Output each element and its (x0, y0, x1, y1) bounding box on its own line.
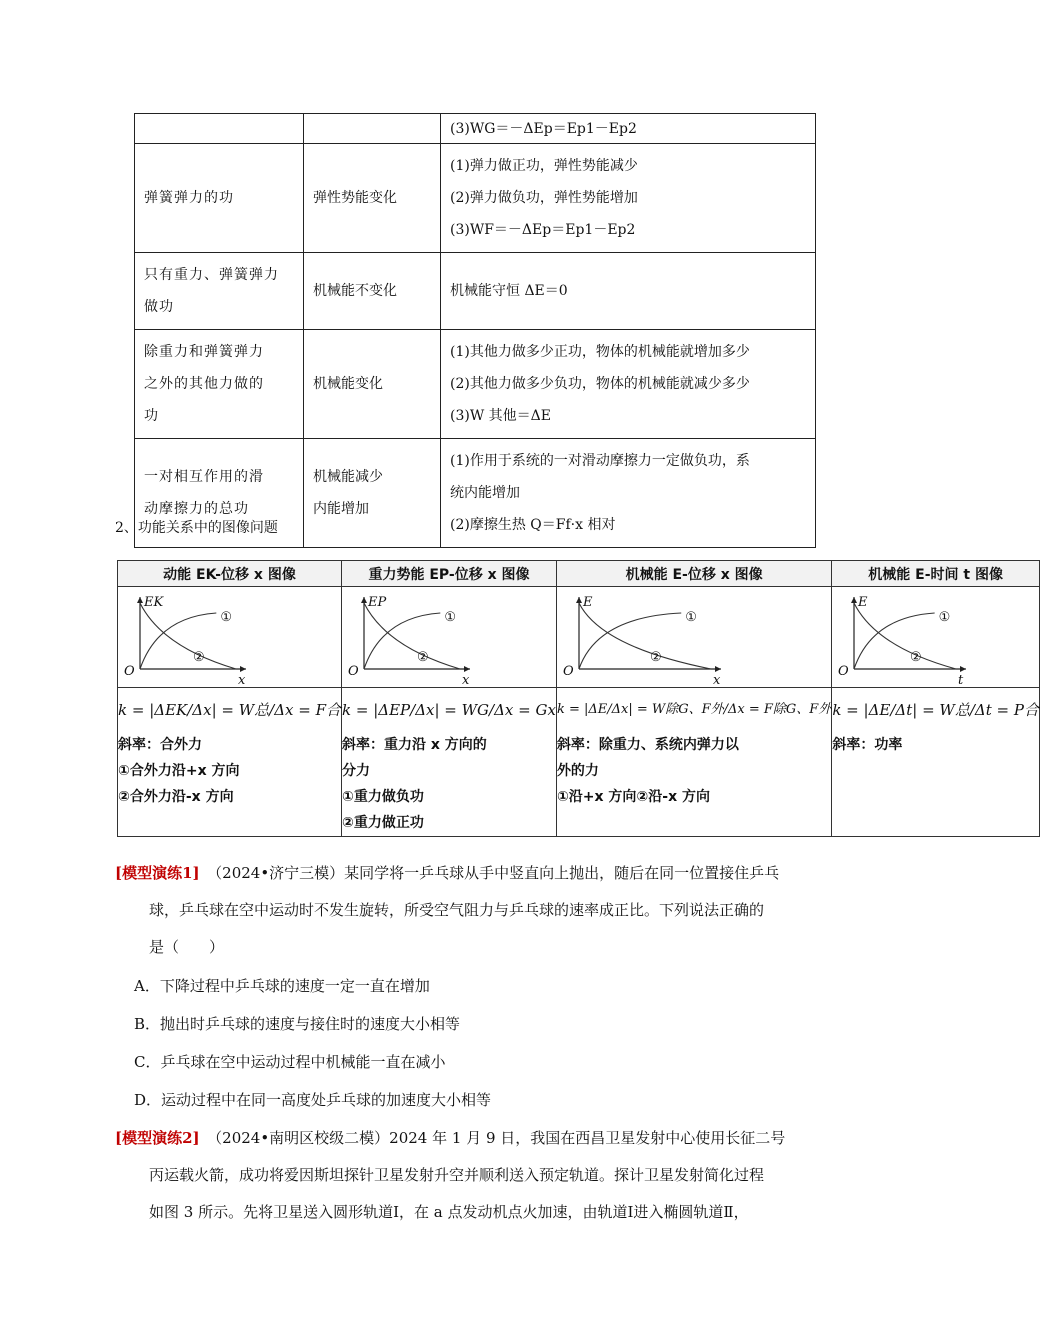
curve-2-label: ② (910, 650, 922, 665)
question-line: 如图 3 所示。先将卫星送入圆形轨道Ⅰ，在 a 点发动机点火加速，由轨道Ⅰ进入椭圆轨道Ⅱ， (149, 1203, 749, 1221)
desc-line: ①沿+x 方向②沿-x 方向 (556, 789, 710, 805)
figure-header: 机械能 E-位移 x 图像 (556, 561, 831, 587)
table-row (135, 144, 816, 253)
y-axis-arrow (851, 597, 857, 603)
question-line: 丙运载火箭，成功将爱因斯坦探针卫星发射升空并顺利送入预定轨道。探计卫星发射简化过程 (149, 1166, 765, 1184)
table-cell (135, 144, 304, 253)
question-line: 是（ ） (149, 938, 225, 956)
table-cell (135, 253, 304, 330)
y-axis-arrow (576, 597, 582, 603)
table-cell (304, 114, 441, 144)
cell-line: 一对相互作用的滑 (144, 469, 264, 485)
y-axis-label: EP (368, 595, 387, 610)
y-axis-arrow (137, 597, 143, 603)
cell-line: 统内能增加 (450, 485, 520, 501)
plot-cell (342, 587, 557, 688)
table-cell (441, 253, 816, 330)
table-row (135, 330, 816, 439)
graph-e-x (557, 587, 761, 687)
table-cell (441, 144, 816, 253)
cell-line: 动摩擦力的总功 (144, 501, 249, 517)
x-axis-arrow (240, 666, 246, 672)
option-d[interactable]: D．运动过程中在同一高度处乒乓球的加速度大小相等 (134, 1091, 492, 1109)
table-cell (304, 144, 441, 253)
slope-formula: k = |ΔE/Δx| = W除G、F外/Δx = F除G、F外 (556, 702, 832, 717)
cell-line: (3)WF＝－ΔEp＝Ep1－Ep2 (450, 222, 636, 238)
y-axis-label: E (582, 595, 593, 610)
origin-label: O (124, 664, 135, 679)
cell-line: (1)弹力做正功，弹性势能减少 (450, 158, 638, 174)
question-line: （2024•南明区校级二模）2024 年 1 月 9 日，我国在西昌卫星发射中心使用长征二号 (214, 1129, 786, 1147)
table-cell (304, 253, 441, 330)
x-axis-label: x (462, 673, 470, 688)
question-line: （2024•济宁三模）某同学将一乒乓球从手中竖直向上抛出，随后在同一位置接住乒乓 (214, 864, 780, 882)
curve-1 (140, 613, 216, 669)
desc-line: ②重力做正功 (342, 815, 424, 831)
table-cell (304, 330, 441, 439)
graph-e-t (832, 587, 1006, 687)
question-tag: [模型演练2] (115, 1129, 200, 1147)
curve-2-label: ② (649, 650, 662, 665)
cell-line: 机械能减少 (313, 469, 383, 485)
desc-line: ①合外力沿+x 方向 (118, 763, 240, 779)
curve-2-label: ② (193, 650, 205, 665)
origin-label: O (348, 664, 359, 679)
y-axis-label: EK (144, 595, 164, 610)
cell-line: (2)其他力做多少负功，物体的机械能就减少多少 (450, 376, 750, 392)
cell-line: 功 (144, 408, 159, 424)
cell-line: 除重力和弹簧弹力 (144, 344, 264, 360)
cell-line: 内能增加 (313, 501, 369, 517)
cell-line: 机械能变化 (313, 376, 383, 392)
curve-2-label: ② (417, 650, 429, 665)
table-cell (441, 330, 816, 439)
desc-line: 斜率：重力沿 x 方向的 (342, 737, 487, 753)
cell-line: 机械能守恒 ΔE＝0 (450, 283, 568, 299)
graph-ep-x (342, 587, 510, 687)
question-2 (115, 1120, 845, 1231)
question-line: 球，乒乓球在空中运动时不发生旋转，所受空气阻力与乒乓球的速率成正比。下列说法正确的 (149, 901, 765, 919)
desc-line: 斜率：功率 (832, 737, 903, 753)
cell-line: (1)其他力做多少正功，物体的机械能就增加多少 (450, 344, 750, 360)
origin-label: O (562, 664, 574, 679)
curve-1-label: ① (444, 610, 456, 625)
origin-label: O (838, 664, 849, 679)
cell-line: 机械能不变化 (313, 283, 397, 299)
plot-cell (556, 587, 831, 688)
x-axis-arrow (464, 666, 470, 672)
cell-line: 做功 (144, 299, 174, 315)
slope-formula: k = |ΔEK/Δx| = W总/Δx = F合 (118, 701, 342, 719)
plot-cell (118, 587, 342, 688)
table-cell (441, 114, 816, 144)
desc-cell (118, 688, 342, 837)
figure-header: 动能 EK-位移 x 图像 (118, 561, 342, 587)
slope-formula: k = |ΔE/Δt| = W总/Δt = P合 (832, 701, 1039, 719)
table-cell (135, 114, 304, 144)
desc-line: 斜率：除重力、系统内弹力以 (556, 737, 739, 753)
desc-cell (342, 688, 557, 837)
desc-line: ①重力做负功 (342, 789, 424, 805)
curve-1-label: ① (938, 610, 951, 625)
cell-line: 弹簧弹力的功 (144, 190, 234, 206)
figure-header: 机械能 E-时间 t 图像 (832, 561, 1040, 587)
cell-line: (3)WG＝－ΔEp＝Ep1－Ep2 (450, 120, 637, 137)
option-a[interactable]: A．下降过程中乒乓球的速度一定一直在增加 (134, 977, 430, 995)
curve-1-label: ① (220, 610, 232, 625)
cell-line: (2)摩擦生热 Q＝Ff·x 相对 (450, 517, 616, 533)
slope-formula: k = |ΔEP/Δx| = WG/Δx = Gx (342, 701, 556, 719)
work-energy-table (134, 113, 816, 548)
question-1 (115, 855, 845, 966)
desc-line: 分力 (342, 763, 371, 779)
y-axis-label: E (858, 595, 868, 610)
graph-ek-x (118, 587, 286, 687)
figure-header: 重力势能 EP-位移 x 图像 (342, 561, 557, 587)
question-tag: [模型演练1] (115, 864, 200, 882)
cell-line: 只有重力、弹簧弹力 (144, 267, 279, 283)
y-axis-arrow (361, 597, 367, 603)
cell-line: (3)W 其他＝ΔE (450, 408, 552, 424)
table-cell (304, 439, 441, 548)
section-title: 2、功能关系中的图像问题 (115, 520, 278, 536)
cell-line: (2)弹力做负功，弹性势能增加 (450, 190, 638, 206)
curve-1-label: ① (685, 610, 697, 625)
x-axis-label: x (712, 673, 721, 688)
desc-cell (556, 688, 831, 837)
curve-1 (579, 613, 681, 669)
desc-cell (832, 688, 1040, 837)
x-axis-arrow (715, 666, 721, 672)
desc-line: ②合外力沿-x 方向 (118, 789, 234, 805)
x-axis-arrow (960, 666, 966, 672)
desc-line: 外的力 (556, 763, 599, 779)
cell-line: 弹性势能变化 (313, 190, 397, 206)
cell-line: 之外的其他力做的 (144, 376, 264, 392)
plot-cell (832, 587, 1040, 688)
x-axis-label: x (238, 673, 246, 688)
table-cell (441, 439, 816, 548)
x-axis-label: t (958, 673, 964, 688)
table-row (135, 114, 816, 144)
cell-line: (1)作用于系统的一对滑动摩擦力一定做负功，系 (450, 453, 750, 469)
option-b[interactable]: B．抛出时乒乓球的速度与接住时的速度大小相等 (134, 1015, 461, 1033)
table-row (135, 253, 816, 330)
desc-line: 斜率：合外力 (118, 737, 202, 753)
option-c[interactable]: C．乒乓球在空中运动过程中机械能一直在减小 (134, 1053, 446, 1071)
graph-figure-table (117, 560, 1040, 837)
curve-1 (364, 613, 440, 669)
table-cell (135, 330, 304, 439)
